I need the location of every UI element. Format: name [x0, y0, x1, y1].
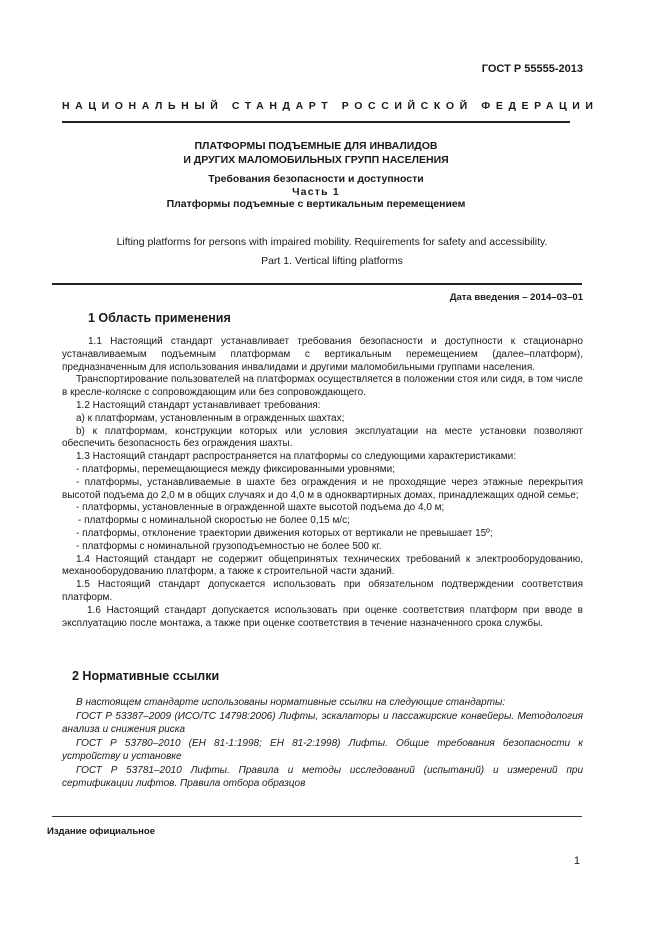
paragraph: 1.3 Настоящий стандарт распространяется на платформы со следующими характеристиками:	[76, 451, 516, 463]
list-item: - платформы, перемещающиеся между фиксированными уровнями;	[76, 463, 396, 475]
paragraph: 1.6 Настоящий стандарт допускается использовать при оценке соответствия платформ при вводе в эксплуатацию после монтажа, а также при оценке соответствия в течение назначенного срока службы.	[62, 604, 583, 629]
paragraph: 1.2 Настоящий стандарт устанавливает требования:	[76, 399, 321, 411]
title-line-2: И ДРУГИХ МАЛОМОБИЛЬНЫХ ГРУПП НАСЕЛЕНИЯ	[183, 154, 449, 166]
paragraph: 1.4 Настоящий стандарт не содержит общепринятых технических требований к электрооборудованию, механооборудованию платформ, а также к строительной части зданий.	[62, 553, 583, 578]
part-subtitle: Платформы подъемные с вертикальным перемещением	[166, 198, 466, 210]
middle-divider	[52, 283, 582, 285]
reference-item: ГОСТ Р 53387–2009 (ИСО/ТС 14798:2006) Лифты, эскалаторы и пассажирские конвейеры. Методология анализа и снижения риска	[62, 710, 583, 735]
paragraph: Транспортирование пользователей на платформах осуществляется в положении стоя или сидя, в том числе в кресле-коляске с сопровождающим или без сопровождающего.	[62, 374, 583, 399]
national-standard-heading: НАЦИОНАЛЬНЫЙ СТАНДАРТ РОССИЙСКОЙ ФЕДЕРАЦИИ	[62, 100, 599, 112]
section-1-body	[62, 336, 583, 630]
list-item: - платформы с номинальной грузоподъемностью не более 500 кг.	[76, 540, 382, 552]
normative-references	[62, 696, 583, 791]
english-title: Lifting platforms for persons with impaired mobility. Requirements for safety and accessibility.	[116, 236, 548, 248]
section-1-heading: 1 Область применения	[88, 311, 231, 325]
introduction-date: Дата введения – 2014–03–01	[449, 292, 583, 303]
list-item: - платформы, устанавливаемые в шахте без ограждения и не проходящие через этажные перекрытия высотой подъема до 2,0 м в общих случаях и до 4,0 м в одноквартирных домах, принадлежащих одной семье;	[62, 476, 583, 501]
paragraph: 1.5 Настоящий стандарт допускается использовать при обязательном подтверждении соответствия платформ.	[62, 579, 583, 603]
section-2-heading: 2 Нормативные ссылки	[72, 669, 220, 683]
top-divider	[62, 121, 570, 123]
official-edition-label: Издание официальное	[47, 826, 155, 837]
title-line-1: ПЛАТФОРМЫ ПОДЪЕМНЫЕ ДЛЯ ИНВАЛИДОВ	[194, 140, 438, 152]
footer-divider	[52, 816, 582, 817]
english-part-title: Part 1. Vertical lifting platforms	[261, 255, 403, 267]
document-title	[62, 139, 570, 167]
list-item: - платформы, установленные в огражденной шахте высотой подъема до 4,0 м;	[76, 502, 445, 514]
part-title: Часть 1	[292, 186, 340, 198]
reference-intro: В настоящем стандарте использованы нормативные ссылки на следующие стандарты:	[76, 697, 506, 708]
document-code: ГОСТ Р 55555-2013	[481, 63, 583, 75]
reference-item: ГОСТ Р 53780–2010 (ЕН 81-1:1998; ЕН 81-2:1998) Лифты. Общие требования безопасности к устройству и установке	[62, 737, 583, 762]
page-number: 1	[573, 855, 580, 867]
list-item: a) к платформам, установленным в огражденных шахтах;	[76, 412, 345, 424]
list-item: b) к платформам, конструкции которых или условия эксплуатации на месте установки позволяют обеспечить безопасность без ограждения шахты.	[62, 425, 583, 450]
requirements-title: Требования безопасности и доступности	[208, 173, 424, 185]
list-item: - платформы, отклонение траектории движения которых от вертикали не превышает 15º;	[76, 527, 493, 539]
reference-item: ГОСТ Р 53781–2010 Лифты. Правила и методы исследований (испытаний) и измерений при сертификации лифтов. Правила отбора образцов	[62, 764, 583, 789]
paragraph: 1.1 Настоящий стандарт устанавливает требования безопасности и доступности к стационарно устанавливаемым подъемным платформам с вертикальным перемещением (далее–платформ), предназначенным для использования инвалидами и другими маломобильными группами населения.	[62, 336, 583, 373]
list-item: - платформы с номинальной скоростью не более 0,15 м/с;	[78, 515, 350, 527]
